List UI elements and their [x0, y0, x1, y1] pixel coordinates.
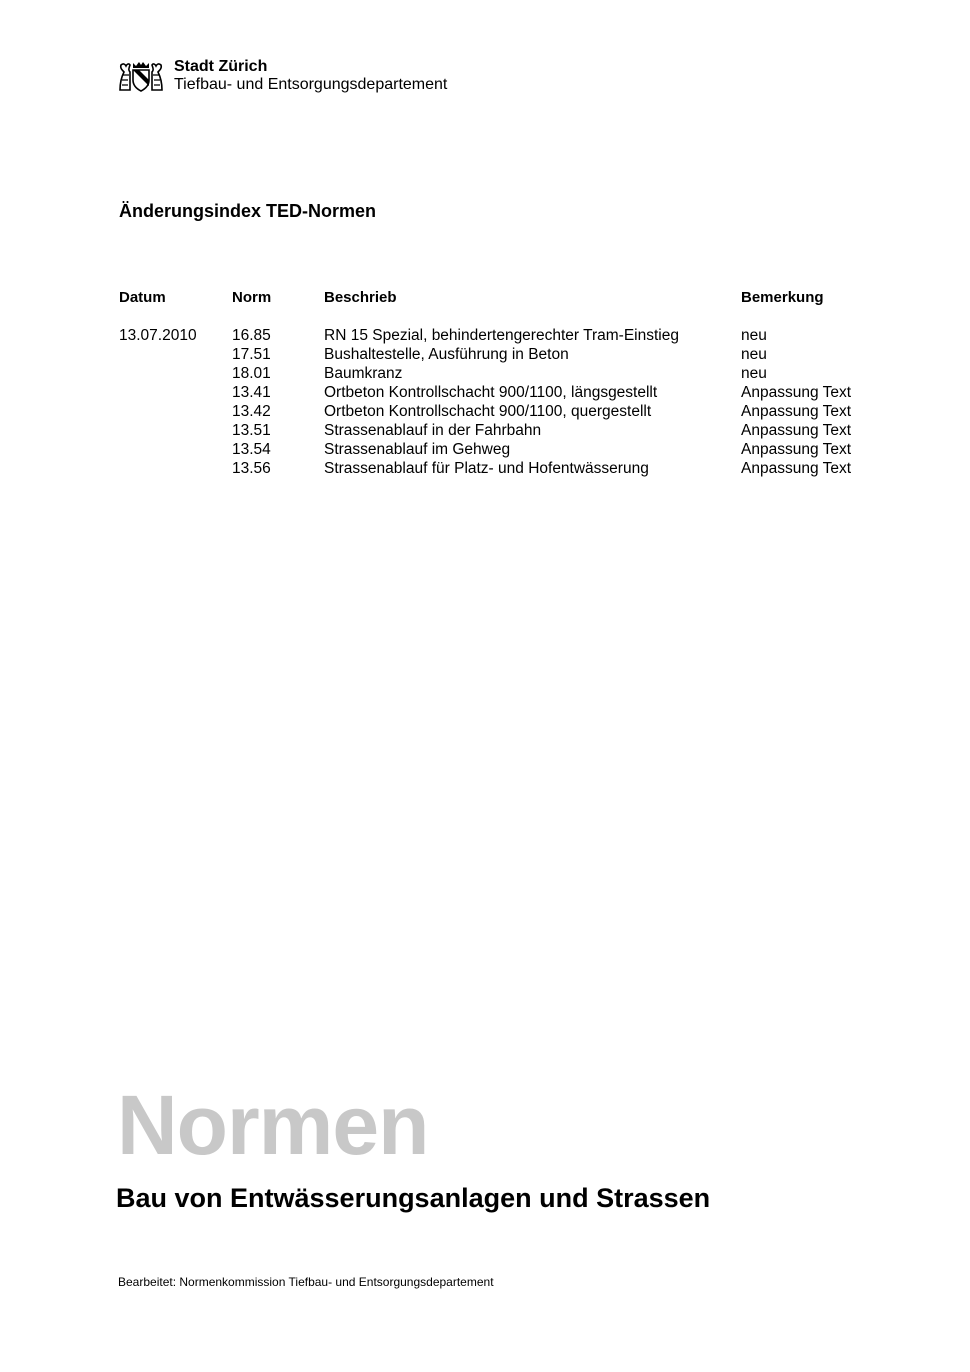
table-row: [0, 459, 970, 478]
row-remark: neu: [741, 346, 767, 363]
row-remark: Anpassung Text: [741, 441, 852, 458]
document-title: Änderungsindex TED-Normen: [119, 201, 377, 221]
change-table: [0, 326, 970, 478]
row-remark: Anpassung Text: [741, 384, 852, 401]
row-norm: 13.56: [232, 460, 271, 477]
row-description: Bushaltestelle, Ausführung in Beton: [324, 346, 569, 363]
row-description: Ortbeton Kontrollschacht 900/1100, quergestellt: [324, 403, 652, 420]
row-remark: Anpassung Text: [741, 403, 852, 420]
table-row: [0, 421, 970, 440]
row-norm: 13.42: [232, 403, 271, 420]
org-name: Stadt Zürich: [174, 58, 268, 75]
row-description: Strassenablauf für Platz- und Hofentwässerung: [324, 460, 649, 477]
row-description: Baumkranz: [324, 365, 403, 382]
table-row: [0, 440, 970, 459]
row-description: Strassenablauf im Gehweg: [324, 441, 511, 458]
column-header-bemerkung: Bemerkung: [741, 289, 824, 306]
row-norm: 13.51: [232, 422, 271, 439]
column-header-norm: Norm: [232, 289, 272, 306]
table-row: [0, 326, 970, 345]
row-remark: Anpassung Text: [741, 422, 852, 439]
row-remark: neu: [741, 365, 767, 382]
column-header-datum: Datum: [119, 289, 166, 306]
row-description: Ortbeton Kontrollschacht 900/1100, längsgestellt: [324, 384, 658, 401]
table-row: [0, 345, 970, 364]
table-row: [0, 402, 970, 421]
row-description: Strassenablauf in der Fahrbahn: [324, 422, 542, 439]
row-remark: Anpassung Text: [741, 460, 852, 477]
department-name: Tiefbau- und Entsorgungsdepartement: [174, 76, 448, 93]
row-norm: 18.01: [232, 365, 271, 382]
table-row: [0, 364, 970, 383]
table-row: [0, 383, 970, 402]
normen-heading: Normen: [117, 1078, 429, 1172]
row-norm: 13.54: [232, 441, 271, 458]
row-norm: 13.41: [232, 384, 271, 401]
row-norm: 17.51: [232, 346, 271, 363]
zurich-coat-of-arms-icon: [118, 60, 164, 92]
row-date: 13.07.2010: [119, 327, 197, 344]
series-subtitle: Bau von Entwässerungsanlagen und Strassen: [116, 1183, 711, 1213]
row-description: RN 15 Spezial, behindertengerechter Tram-Einstieg: [324, 327, 679, 344]
row-norm: 16.85: [232, 327, 271, 344]
column-header-beschrieb: Beschrieb: [324, 289, 397, 306]
edited-by-note: Bearbeitet: Normenkommission Tiefbau- und Entsorgungsdepartement: [118, 1275, 494, 1289]
row-remark: neu: [741, 327, 767, 344]
